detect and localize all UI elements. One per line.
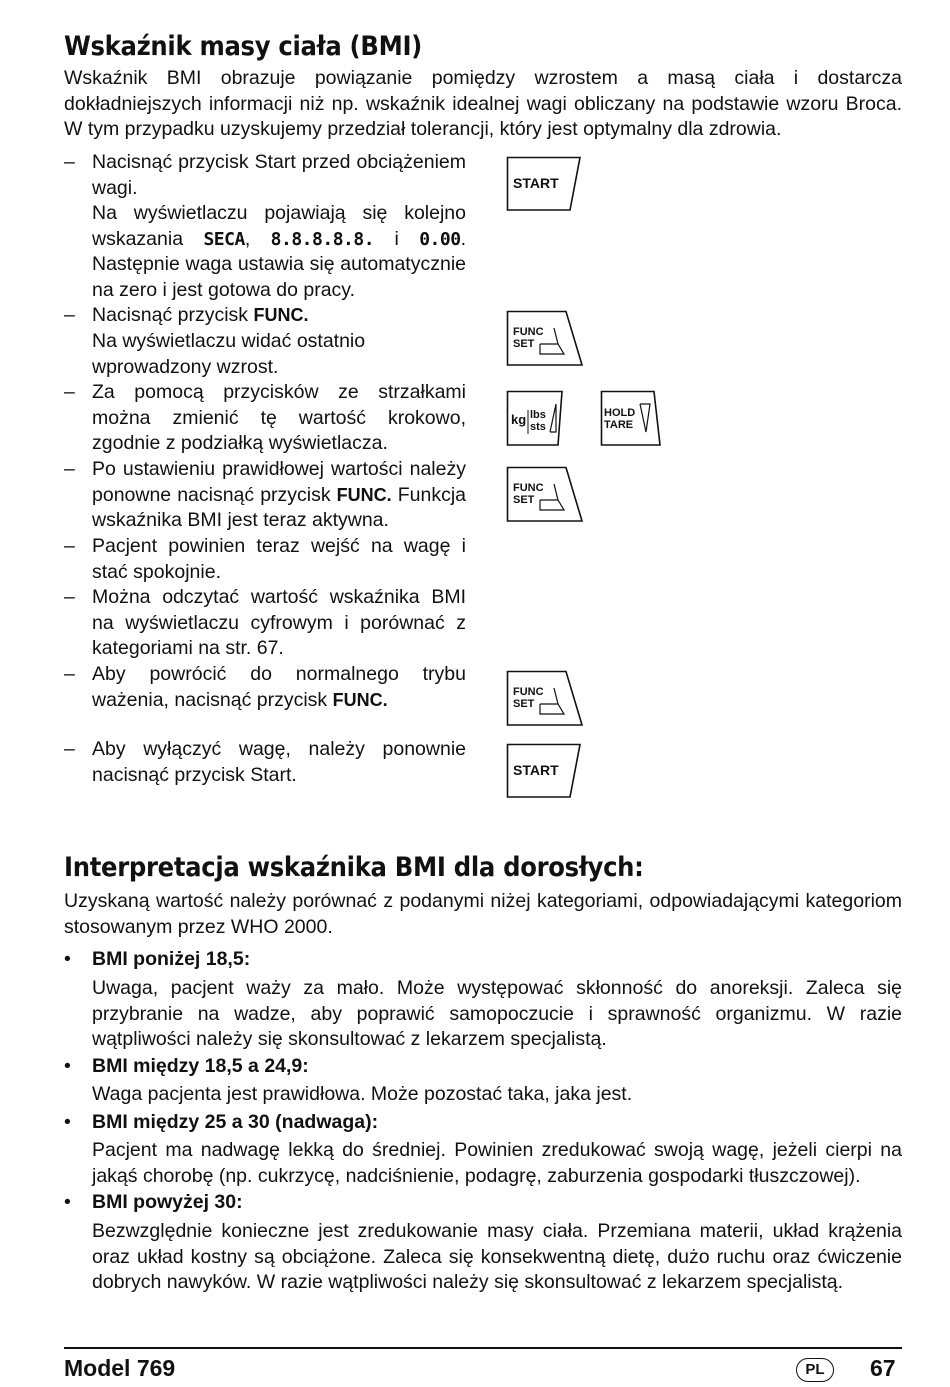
category-heading: BMI między 18,5 a 24,9: bbox=[92, 1055, 309, 1077]
category-heading: BMI między 25 a 30 (nadwaga): bbox=[92, 1111, 379, 1133]
list-dash: – bbox=[64, 381, 75, 403]
start-label: START bbox=[513, 175, 559, 191]
step-text-pre: Po ustawieniu prawidłowej wartości należy ponowne nacisnąć przycisk bbox=[92, 458, 466, 506]
list-dash: – bbox=[64, 738, 75, 760]
category-description: Bezwzględnie konieczne jest zredukowanie masy ciała. Przemiana materii, układ krążenia oraz układ kostny są obciążone. Zaleca się konsekwentną dietę, dużo ruchu oraz ćwiczenie dobrych nawyków. W razie wątpliwości należy się skonsultować z lekarzem specjalistą. bbox=[92, 1220, 902, 1293]
footer-model: Model 769 bbox=[64, 1355, 176, 1381]
bullet-marker: • bbox=[64, 1055, 71, 1077]
step-text bbox=[92, 303, 466, 329]
list-dash: – bbox=[64, 535, 75, 557]
step-text: Aby wyłączyć wagę, należy ponownie nacisnąć przycisk Start. bbox=[92, 738, 466, 786]
step-text-pre: Nacisnąć przycisk bbox=[92, 304, 254, 326]
step-text: Pacjent powinien teraz wejść na wagę i stać spokojnie. bbox=[92, 535, 466, 583]
step-text: Na wyświetlaczu widać ostatnio wprowadzony wzrost. bbox=[92, 330, 366, 378]
category-description: Pacjent ma nadwagę lekką do średniej. Powinien zredukować swoją wagę, jeżeli cierpi na jakąś chorobę (np. cukrzycę, nadciśnienie, podagrę, zaburzenia gospodarki tłuszczowej). bbox=[92, 1139, 902, 1187]
category-heading: BMI poniżej 18,5: bbox=[92, 948, 251, 970]
func-set-button-illustration bbox=[506, 466, 584, 523]
language-badge: PL bbox=[796, 1358, 834, 1382]
step-text: Za pomocą przycisków ze strzałkami można zmienić tę wartość krokowo, zgodnie z podziałką wyświetlacza. bbox=[92, 381, 466, 454]
category-heading: BMI powyżej 30: bbox=[92, 1191, 243, 1213]
func-keyword: FUNC. bbox=[332, 689, 388, 710]
hold-label: HOLD bbox=[604, 407, 636, 419]
bmi-intro-paragraph: Wskaźnik BMI obrazuje powiązanie pomiędzy wzrostem a masą ciała i dostarcza dokładniejszych informacji niż np. wskaźnik idealnej wagi obliczany na podstawie wzoru Broca. W tym przypadku uzyskujemy przedział tolerancji, który jest optymalny dla zdrowia. bbox=[64, 67, 902, 140]
footer-rule bbox=[64, 1347, 902, 1349]
list-dash: – bbox=[64, 663, 75, 685]
bullet-marker: • bbox=[64, 1111, 71, 1133]
section-title-interpretation: Interpretacja wskaźnika BMI dla dorosłych: bbox=[64, 852, 644, 883]
step-text-post: Funkcja wskaźnika BMI jest teraz aktywna. bbox=[92, 483, 466, 531]
step-text-pre: Aby powrócić do normalnego trybu ważenia, nacisnąć przycisk bbox=[92, 663, 466, 711]
start-button-illustration bbox=[506, 743, 582, 799]
func-keyword: FUNC. bbox=[336, 484, 392, 505]
section-title-bmi: Wskaźnik masy ciała (BMI) bbox=[64, 31, 422, 62]
list-dash: – bbox=[64, 151, 75, 173]
sts-label: sts bbox=[530, 421, 546, 433]
lbs-label: lbs bbox=[530, 409, 546, 421]
step-text: Można odczytać wartość wskaźnika BMI na wyświetlaczu cyfrowym i porównać z kategoriami na str. 67. bbox=[92, 586, 466, 659]
step-text-pre: Na wyświetlaczu pojawiają się kolejno wskazania bbox=[92, 202, 466, 250]
set-label: SET bbox=[513, 338, 535, 350]
display-seca-glyph: SECA bbox=[203, 228, 245, 250]
step-text-post: . Następnie waga ustawia się automatycznie na zero i jest gotowa do pracy. bbox=[92, 227, 466, 301]
kg-label: kg bbox=[511, 412, 527, 427]
display-zero-glyph: 0.00 bbox=[419, 228, 461, 250]
bullet-marker: • bbox=[64, 948, 71, 970]
tare-label: TARE bbox=[604, 419, 634, 431]
set-label: SET bbox=[513, 698, 535, 710]
hold-tare-button-illustration bbox=[600, 390, 662, 447]
category-description: Uwaga, pacjent waży za mało. Może występować skłonność do anoreksji. Zaleca się przybranie na wadze, aby poprawić samopoczucie i sprawność organizmu. W razie wątpliwości należy się skonsultować z lekarzem specjalistą. bbox=[92, 977, 902, 1050]
list-dash: – bbox=[64, 304, 75, 326]
unit-button-illustration bbox=[506, 390, 566, 447]
separator: i bbox=[374, 227, 420, 250]
step-text bbox=[92, 457, 466, 534]
start-label: START bbox=[513, 762, 559, 778]
func-set-button-illustration bbox=[506, 310, 584, 367]
display-test-glyph: 8.8.8.8.8. bbox=[270, 228, 375, 250]
func-label: FUNC bbox=[513, 482, 544, 494]
interpretation-intro-paragraph: Uzyskaną wartość należy porównać z podanymi niżej kategoriami, odpowiadającymi kategoriom stosowanym przez WHO 2000. bbox=[64, 890, 902, 938]
separator: , bbox=[244, 227, 271, 250]
page-number: 67 bbox=[870, 1355, 896, 1381]
func-keyword: FUNC. bbox=[253, 305, 309, 325]
step-text bbox=[92, 662, 466, 713]
step-text bbox=[92, 201, 466, 303]
func-label: FUNC bbox=[513, 326, 544, 338]
list-dash: – bbox=[64, 458, 75, 480]
bullet-marker: • bbox=[64, 1191, 71, 1213]
list-dash: – bbox=[64, 586, 75, 608]
category-description: Waga pacjenta jest prawidłowa. Może pozostać taka, jaka jest. bbox=[92, 1083, 633, 1105]
func-set-button-illustration bbox=[506, 670, 584, 727]
func-label: FUNC bbox=[513, 686, 544, 698]
step-text: Nacisnąć przycisk Start przed obciążeniem wagi. bbox=[92, 151, 466, 199]
start-button-illustration bbox=[506, 156, 582, 212]
set-label: SET bbox=[513, 494, 535, 506]
